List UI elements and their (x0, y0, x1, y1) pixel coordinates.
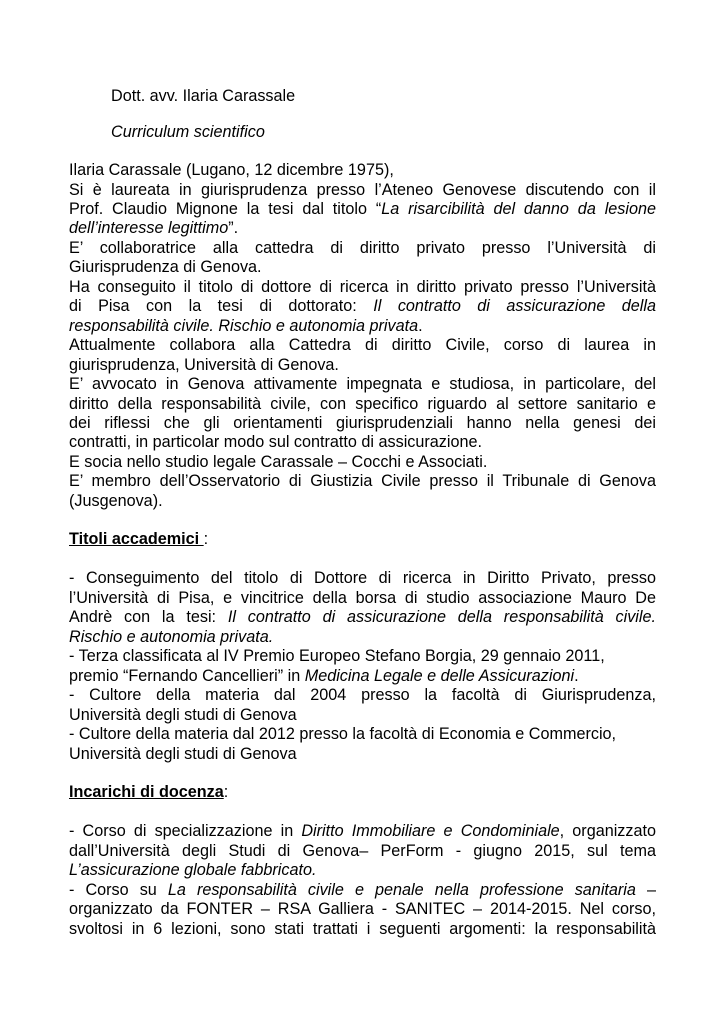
bio-text: Prof. Claudio Mignone la tesi dal titolo “ (69, 200, 382, 218)
incarichi-line (69, 822, 656, 841)
doctoral-thesis-title: Il contratto di assicurazione della (373, 297, 656, 315)
incarichi-text: , organizzato (559, 822, 656, 840)
incarichi-line: svoltosi in 6 lezioni, sono stati trattati i seguenti argomenti: la responsabilità (69, 920, 656, 938)
titoli-text: . (574, 667, 579, 685)
bio-text: ”. (228, 219, 239, 237)
bio-text: di Pisa con la tesi di dottorato: (69, 297, 374, 315)
document-subtitle: Curriculum scientifico (111, 123, 265, 141)
titoli-line: - Cultore della materia dal 2012 presso la facoltà di Economia e Commercio, (69, 725, 617, 743)
titoli-line: Università degli studi di Genova (69, 706, 297, 724)
incarichi-text: - Corso di specializzazione in (69, 822, 302, 840)
bio-line: E’ collaboratrice alla cattedra di diritto privato presso l’Università di (69, 239, 656, 257)
incarichi-line (69, 881, 656, 900)
bio-text: . (418, 317, 423, 335)
bio-line: E’ avvocato in Genova attivamente impegnata e studiosa, in particolare, del (69, 375, 656, 393)
section-heading-titoli (69, 530, 656, 549)
bio-line: Si è laureata in giurisprudenza presso l’Ateneo Genovese discutendo con il (69, 181, 656, 199)
titoli-line (69, 608, 656, 627)
titoli-line: - Terza classificata al IV Premio Europeo Stefano Borgia, 29 gennaio 2011, (69, 647, 605, 665)
titoli-line: - Conseguimento del titolo di Dottore di ricerca in Diritto Privato, presso (69, 569, 656, 587)
incarichi-line: organizzato da FONTER – RSA Galliera - SANITEC – 2014-2015. Nel corso, (69, 900, 656, 918)
titoli-text: Andrè con la tesi: (69, 608, 228, 626)
bio-line: dei riflessi che gli orientamenti giurisprudenziali hanno nella genesi dei (69, 414, 656, 432)
bio-line: E’ membro dell’Osservatorio di Giustizia Civile presso il Tribunale di Genova (69, 472, 656, 490)
bio-line (69, 317, 656, 336)
titoli-text: premio “Fernando Cancellieri” in (69, 667, 305, 685)
prize-field: Medicina Legale e delle Assicurazioni (304, 667, 575, 685)
bio-line: Ha conseguito il titolo di dottore di ricerca in diritto privato presso l’Università (69, 278, 656, 296)
heading-colon: : (223, 783, 229, 801)
bio-line: (Jusgenova). (69, 492, 163, 510)
incarichi-text: - Corso su (69, 881, 168, 899)
bio-line: Giurisprudenza di Genova. (69, 258, 262, 276)
course-title: La responsabilità civile e penale nella professione sanitaria (167, 881, 636, 899)
titoli-line: - Cultore della materia dal 2004 presso la facoltà di Giurisprudenza, (69, 686, 656, 704)
section-heading-incarichi (69, 783, 656, 802)
incarichi-text: – (635, 881, 656, 899)
bio-line (69, 297, 656, 316)
heading-colon: : (203, 530, 209, 548)
incarichi-line: dall’Università degli Studi di Genova– PerForm - giugno 2015, sul tema (69, 842, 656, 860)
bio-line: Ilaria Carassale (Lugano, 12 dicembre 1975), (69, 161, 394, 179)
bio-line: Attualmente collabora alla Cattedra di diritto Civile, corso di laurea in (69, 336, 656, 354)
incarichi-line: L’assicurazione globale fabbricato. (69, 861, 317, 879)
heading-text: Incarichi di docenza (69, 783, 224, 801)
bio-line: giurisprudenza, Università di Genova. (69, 356, 339, 374)
thesis-title: La risarcibilità del danno da lesione (381, 200, 656, 218)
titoli-line: l’Università di Pisa, e vincitrice della borsa di studio associazione Mauro De (69, 589, 656, 607)
titoli-line (69, 667, 656, 686)
doctoral-thesis-title: responsabilità civile. Rischio e autonomia privata (69, 317, 419, 335)
thesis-title: Il contratto di assicurazione della responsabilità civile. (227, 608, 656, 626)
thesis-title: dell’interesse legittimo (69, 219, 229, 237)
author-name: Dott. avv. Ilaria Carassale (111, 87, 296, 105)
titoli-line: Università degli studi di Genova (69, 745, 297, 763)
bio-line: contratti, in particolar modo sul contratto di assicurazione. (69, 433, 482, 451)
bio-line: diritto della responsabilità civile, con specifico riguardo al settore sanitario e (69, 395, 656, 413)
bio-line: E socia nello studio legale Carassale – Cocchi e Associati. (69, 453, 488, 471)
bio-line (69, 200, 656, 219)
titoli-line: Rischio e autonomia privata. (69, 628, 274, 646)
bio-line (69, 219, 656, 238)
heading-text: Titoli accademici (69, 530, 204, 548)
course-title: Diritto Immobiliare e Condominiale (301, 822, 560, 840)
